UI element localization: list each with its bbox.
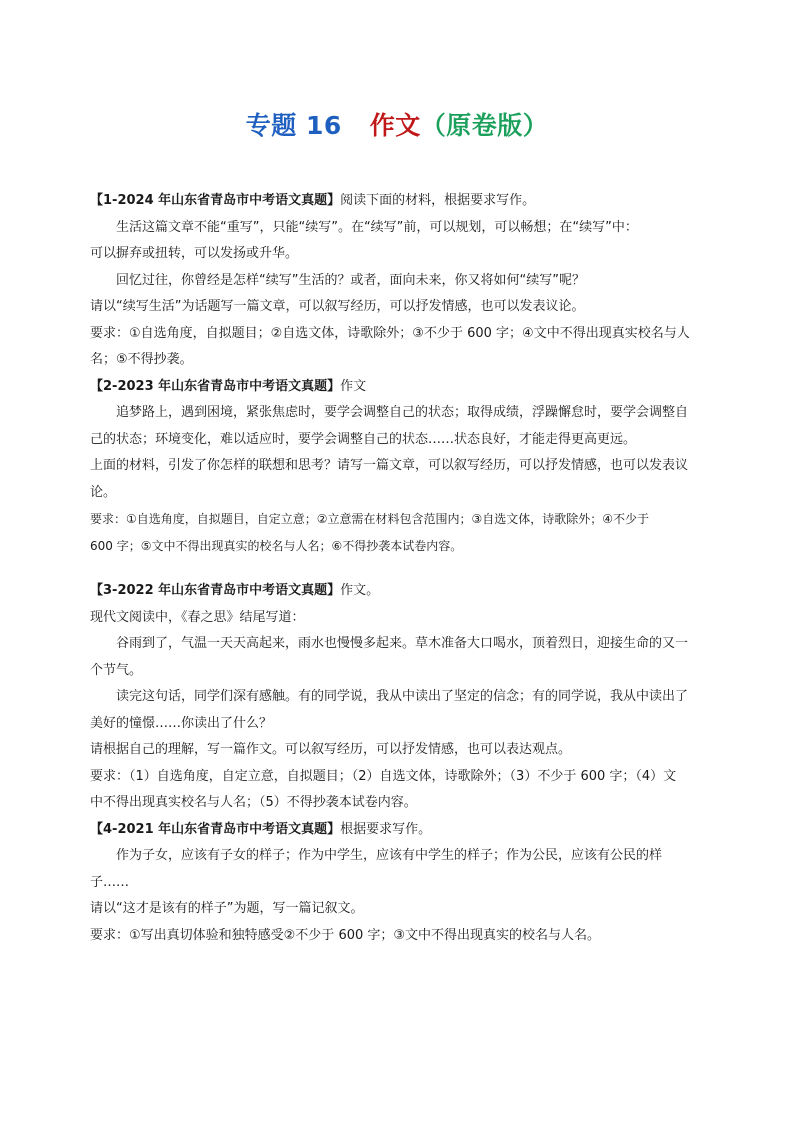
title-topic-number: 专题 16 [245,111,342,140]
q1-prompt: 请以“续写生活”为话题写一篇文章，可以叙写经历，可以抒发情感，也可以发表议论。 [90,299,585,314]
q3-intro: 作文。 [340,583,380,598]
q4-intro: 根据要求写作。 [340,821,432,837]
q4-requirements: 要求：①写出真切体验和独特感受②不少于 600 字；③文中不得出现真实的校名与人名。 [90,927,601,943]
section-gap [90,559,720,578]
q2-intro: 作文 [340,378,367,394]
q1-paragraph: 生活这篇文章不能“重写”，只能“续写”。在“续写”前，可以规划，可以畅想；在“续写”中： [116,219,638,235]
q3-requirements: 要求：（1）自选角度，自定立意，自拟题目；（2）自选文体，诗歌除外；（3）不少于 600 字；（4）文 [90,768,677,784]
q4-paragraph: 作为子女，应该有子女的样子；作为中学生，应该有中学生的样子；作为公民，应该有公民的样 [116,848,663,863]
q3-requirements: 中不得出现真实校名与人名；（5）不得抄袭本试卷内容。 [90,795,417,810]
q2-paragraph: 追梦路上，遇到困境，紧张焦虑时，要学会调整自己的状态；取得成绩，浮躁懈怠时，要学会调整自 [116,405,689,420]
q3-source-tag: 【3-2022 年山东省青岛市中考语文真题】 [90,583,341,598]
q2-prompt: 上面的材料，引发了你怎样的联想和思考？请写一篇文章，可以叙写经历，可以抒发情感，也可以发表议 [90,458,689,473]
q2-requirements: 600 字；⑤文中不得出现真实的校名与人名；⑥不得抄袭本试卷内容。 [90,538,463,553]
title-subject: 作文 [369,111,421,140]
title-version: （原卷版） [420,111,549,140]
q1-source-tag: 【1-2024 年山东省青岛市中考语文真题】 [90,193,341,208]
q4-prompt: 请以“这才是该有的样子”为题，写一篇记叙文。 [90,901,364,916]
q1-requirements: 要求：①自选角度，自拟题目；②自选文体，诗歌除外；③不少于 600 字；④文中不得出现真实校名与人 [90,325,690,341]
q3-quote: 谷雨到了，气温一天天高起来，雨水也慢慢多起来。草木准备大口喝水，顶着烈日，迎接生命的又一 [116,636,689,651]
q3-heading [90,578,720,605]
q2-prompt: 论。 [90,484,117,500]
q2-requirements: 要求：①自选角度，自拟题目，自定立意；②立意需在材料包含范围内；③自选文体，诗歌除外；④不少于 [90,512,650,526]
page-title [0,106,794,142]
q3-paragraph: 现代文阅读中，《春之思》结尾写道： [90,609,305,625]
q1-heading [90,188,720,215]
q3-quote: 个节气。 [90,662,143,678]
q1-requirements: 名；⑤不得抄袭。 [90,352,193,367]
q1-paragraph: 可以摒弃或扭转，可以发扬或升华。 [90,246,299,261]
q2-source-tag: 【2-2023 年山东省青岛市中考语文真题】 [90,378,341,394]
q2-paragraph: 己的状态；环境变化，难以适应时，要学会调整自己的状态……状态良好，才能走得更高更远。 [90,431,637,447]
q3-paragraph: 读完这句话，同学们深有感触。有的同学说，我从中读出了坚定的信念；有的同学说，我从中读出了 [116,689,689,704]
document-body [90,188,720,949]
q4-heading [90,817,720,844]
q1-paragraph: 回忆过往，你曾经是怎样“续写”生活的？或者，面向未来，你又将如何“续写”呢？ [116,272,585,288]
q2-heading [90,374,720,401]
q3-prompt: 请根据自己的理解，写一篇作文。可以叙写经历，可以抒发情感，也可以表达观点。 [90,742,572,757]
q4-source-tag: 【4-2021 年山东省青岛市中考语文真题】 [90,821,341,837]
q1-intro: 阅读下面的材料，根据要求写作。 [340,193,536,208]
q3-paragraph: 美好的憧憬……你读出了什么？ [90,715,273,731]
q4-paragraph: 子…… [90,874,130,890]
